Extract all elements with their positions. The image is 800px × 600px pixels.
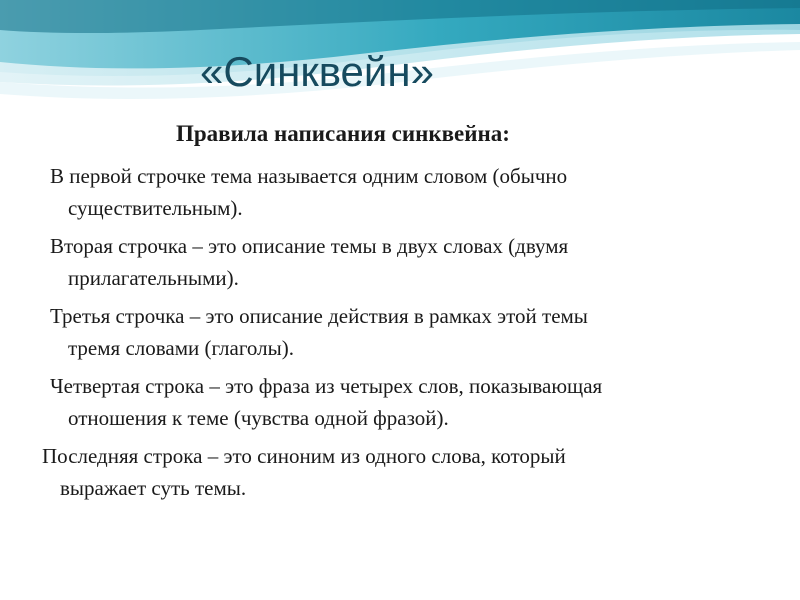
rule-line-second: тремя словами (глаголы).: [68, 336, 294, 360]
rule-line-first: В первой строчке тема называется одним словом (обычно: [50, 164, 568, 188]
rule-line-first: Четвертая строка – это фраза из четырех слов, показывающая: [50, 374, 603, 398]
rule-line-first: Третья строчка – это описание действия в рамках этой темы: [50, 304, 588, 328]
slide-subtitle: Правила написания синквейна:: [176, 121, 510, 146]
rule-item: [50, 300, 770, 364]
rule-line-first: Последняя строка – это синоним из одного слова, который: [42, 444, 566, 468]
rule-line-second: выражает суть темы.: [60, 476, 247, 500]
slide-title: «Синквейн»: [200, 48, 434, 95]
rule-line-second: существительным).: [68, 196, 243, 220]
rule-line-second: прилагательными).: [68, 266, 239, 290]
rule-line-second: отношения к теме (чувства одной фразой).: [68, 406, 449, 430]
rule-item: [42, 440, 772, 504]
rule-item: [50, 370, 780, 434]
rule-line-first: Вторая строчка – это описание темы в двух словах (двумя: [50, 234, 569, 258]
rule-item: [50, 230, 770, 294]
rule-item: [50, 160, 770, 224]
